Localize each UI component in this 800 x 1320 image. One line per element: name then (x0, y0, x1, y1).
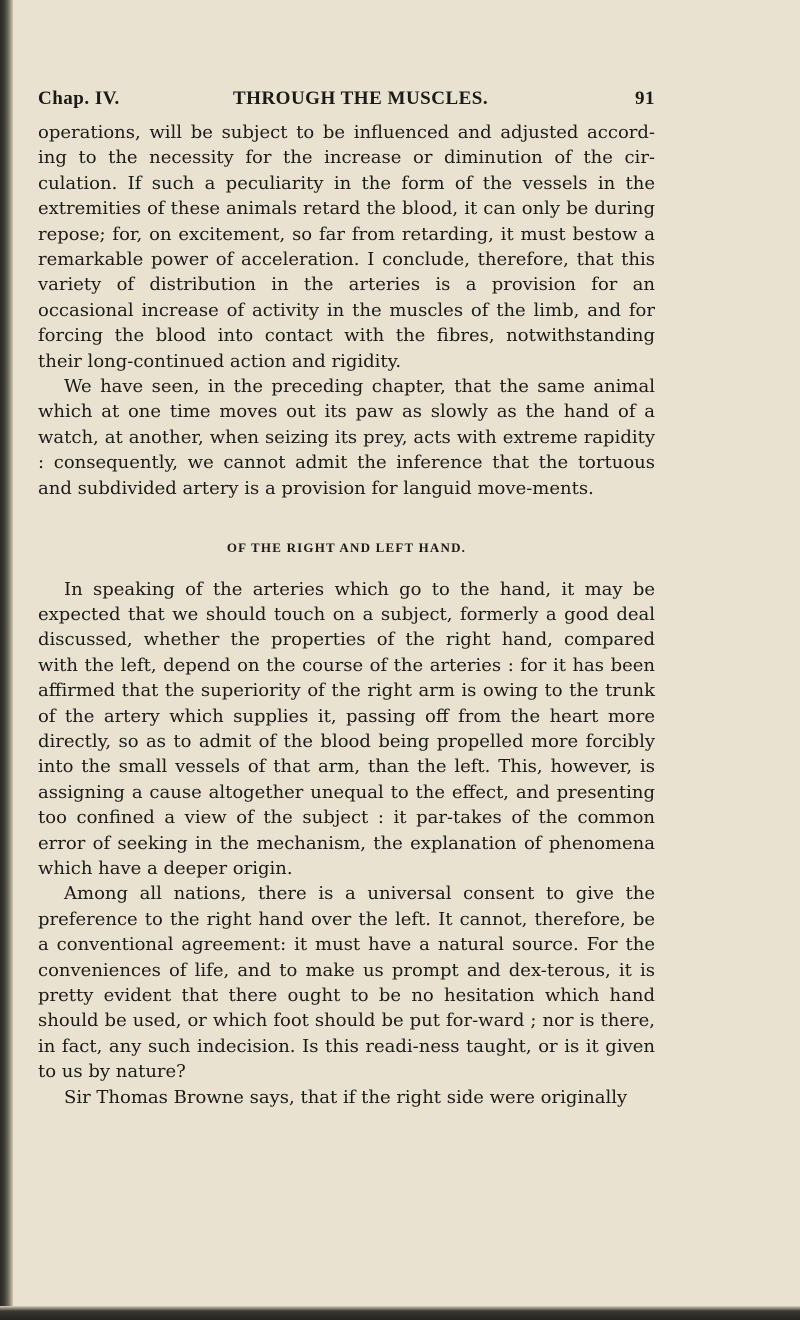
paragraph: In speaking of the arteries which go to the hand, it may be expected that we should touch on a subject, formerly a good deal discussed, whether the properties of the right hand, compared with the left, depend on the course of the arteries : for it has been affirmed that the superiority of the right arm is owing to the trunk of the artery which supplies it, passing off from the heart more directly, so as to admit of the blood being propelled more forcibly into the small vessels of that arm, than the left. This, however, is assigning a cause altogether unequal to the effect, and presenting too confined a view of the subject : it par-takes of the common error of seeking in the mechanism, the explanation of phenomena which have a deeper origin. (38, 578, 655, 879)
paragraph: Sir Thomas Browne says, that if the right side were originally (64, 1086, 628, 1108)
chapter-label: Chap. IV. (38, 88, 120, 109)
continuation-paragraph: operations, will be subject to be influenced and adjusted accord-ing to the necessity for the increase or diminution of the cir-culation. If such a peculiarity in the form of the vessels in the extremities of these animals retard the blood, it can only be during repose; for, on excitement, so far from retarding, it must bestow a remarkable power of acceleration. I conclude, therefore, that this variety of distribution in the arteries is a provision for an occasional increase of activity in the muscles of the limb, and for forcing the blood into contact with the fibres, notwithstanding their long-continued action and rigidity. (38, 122, 655, 372)
section-heading: OF THE RIGHT AND LEFT HAND. (226, 540, 467, 556)
book-page (38, 88, 655, 1110)
binding-shadow (0, 0, 13, 1320)
page-number: 91 (635, 88, 655, 109)
paragraph: We have seen, in the preceding chapter, that the same animal which at one time moves out its paw as slowly as the hand of a watch, at another, when seizing its prey, acts with extreme rapidity : consequently, we cannot admit the inference that the tortuous and subdivided artery is a provision for languid move-ments. (38, 376, 655, 499)
paragraph: Among all nations, there is a universal consent to give the preference to the right hand over the left. It cannot, therefore, be a conventional agreement: it must have a natural source. For the conveniences of life, and to make us prompt and dex-terous, it is pretty evident that there ought to be no hesitation which hand should be used, or which foot should be put for-ward ; nor is there, in fact, any such indecision. Is this readi-ness taught, or is it given to us by nature? (38, 883, 655, 1083)
running-title: THROUGH THE MUSCLES. (233, 88, 489, 109)
page-bottom-edge (0, 1306, 800, 1320)
running-head (38, 88, 655, 120)
page-body (38, 120, 655, 1110)
